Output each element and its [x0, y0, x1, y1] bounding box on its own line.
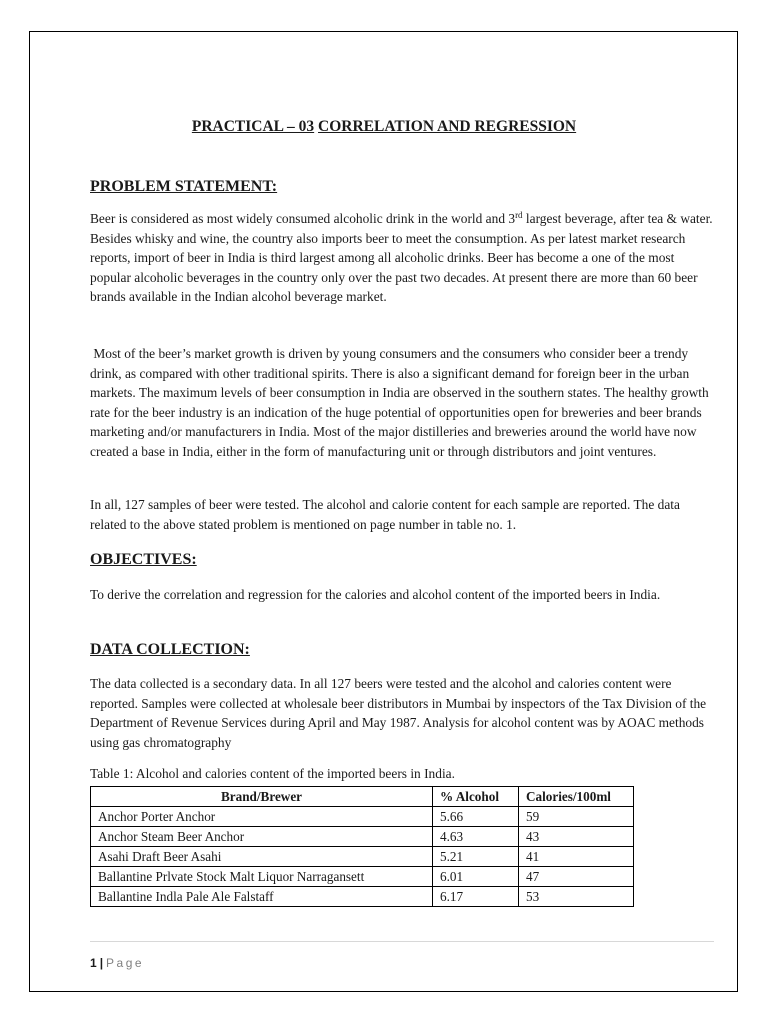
- cell-brand: Ballantine Prlvate Stock Malt Liquor Narragansett: [91, 867, 433, 887]
- beer-data-table: [90, 786, 634, 907]
- column-header-calories: Calories/100ml: [519, 787, 634, 807]
- table-header-row: [91, 787, 634, 807]
- cell-alcohol: 5.21: [433, 847, 519, 867]
- page-footer: [90, 956, 144, 970]
- column-header-alcohol: % Alcohol: [433, 787, 519, 807]
- cell-calories: 47: [519, 867, 634, 887]
- table-row: [91, 887, 634, 907]
- footer-separator: |: [99, 956, 104, 970]
- problem-paragraph-3: In all, 127 samples of beer were tested. The alcohol and calorie content for each sample are reported. The data related to the above stated problem is mentioned on page number in table no. 1.: [90, 497, 680, 532]
- cell-alcohol: 6.01: [433, 867, 519, 887]
- cell-calories: 43: [519, 827, 634, 847]
- page-number: 1: [90, 956, 97, 970]
- table-row: [91, 847, 634, 867]
- cell-calories: 53: [519, 887, 634, 907]
- page-title: [0, 118, 768, 136]
- column-header-brand: Brand/Brewer: [91, 787, 433, 807]
- objectives-text: To derive the correlation and regression for the calories and alcohol content of the imported beers in India.: [90, 587, 661, 602]
- cell-alcohol: 4.63: [433, 827, 519, 847]
- cell-calories: 59: [519, 807, 634, 827]
- cell-brand: Asahi Draft Beer Asahi: [91, 847, 433, 867]
- footer-divider: [90, 941, 714, 942]
- table-row: [91, 807, 634, 827]
- table-caption: Table 1: Alcohol and calories content of the imported beers in India.: [90, 766, 455, 781]
- problem-statement-heading: PROBLEM STATEMENT:: [90, 178, 278, 195]
- problem-paragraph-1: [90, 209, 716, 307]
- title-practical-number: PRACTICAL – 03: [191, 118, 315, 135]
- problem-paragraph-2: Most of the beer’s market growth is driven by young consumers and the consumers who consider beer a trendy drink, as compared with other traditional spirits. There is also a significant demand for foreign beer in the urban markets. The maximum levels of beer consumption in India are observed in the southern states. The healthy growth rate for the beer industry is an indication of the huge potential of opportunities open for breweries and beer brands marketing and/or manufacturers in India. Most of the major distilleries and breweries around the world have now created a base in India, either in the form of manufacturing unit or through distributors and joint ventures.: [90, 346, 713, 459]
- cell-calories: 41: [519, 847, 634, 867]
- problem-paragraph-1-start: Beer is considered as most widely consumed alcoholic drink in the world and 3: [90, 211, 516, 226]
- table-row: [91, 867, 634, 887]
- objectives-heading: OBJECTIVES:: [90, 551, 197, 568]
- problem-paragraph-1-rest: largest beverage, after tea & water. Besides whisky and wine, the country also imports beer to meet the consumption. As per latest market research reports, import of beer in India is third largest among all alcoholic drinks. Beer has become a one of the most popular alcoholic beverages in the country only over the past two decades. At present there are more than 60 beer brands available in the Indian alcohol beverage market.: [90, 211, 713, 305]
- table-row: [91, 827, 634, 847]
- cell-brand: Ballantine Indla Pale Ale Falstaff: [91, 887, 433, 907]
- page-label: Page: [106, 956, 145, 970]
- title-topic: CORRELATION AND REGRESSION: [318, 118, 577, 135]
- cell-alcohol: 6.17: [433, 887, 519, 907]
- ordinal-suffix: rd: [515, 210, 523, 220]
- data-collection-heading: DATA COLLECTION:: [90, 641, 250, 658]
- cell-brand: Anchor Porter Anchor: [91, 807, 433, 827]
- cell-brand: Anchor Steam Beer Anchor: [91, 827, 433, 847]
- data-collection-text: The data collected is a secondary data. In all 127 beers were tested and the alcohol and calories content were reported. Samples were collected at wholesale beer distributors in Mumbai by inspectors of the Tax Division of the Department of Revenue Services during April and May 1987. Analysis for alcohol content was by AOAC methods using gas chromatography: [90, 676, 707, 750]
- cell-alcohol: 5.66: [433, 807, 519, 827]
